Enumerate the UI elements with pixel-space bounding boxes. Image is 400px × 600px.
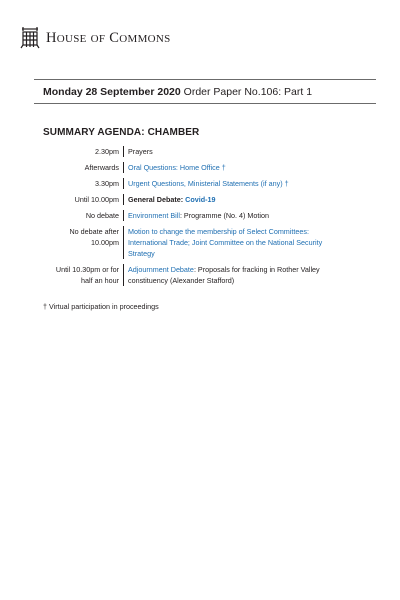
agenda-time: 2.30pm [95,147,119,156]
portcullis-icon [20,26,40,50]
agenda-time: Until 10.30pm or for half an hour [55,265,119,285]
agenda-row [43,162,343,173]
order-paper-line [43,86,312,98]
agenda-time: Afterwards [84,163,119,172]
agenda-time: No debate after 10.00pm [69,227,119,247]
agenda-row [43,194,343,205]
agenda-item-link[interactable]: Covid-19 [185,195,216,204]
agenda-row [43,210,343,221]
agenda-item-text: Prayers [128,147,153,156]
agenda-item [123,178,343,189]
house-of-commons-wordmark: HOUSE OF COMMONS [46,29,171,46]
agenda-time: Until 10.00pm [74,195,119,204]
agenda-item-link[interactable]: Environment Bill [128,211,180,220]
footnote: † Virtual participation in proceedings [43,302,159,311]
agenda-row [43,146,343,157]
agenda-item-link[interactable]: Oral Questions: Home Office † [128,163,226,172]
agenda-item [123,226,343,259]
agenda-time: 3.30pm [95,179,119,188]
agenda-row [43,264,343,286]
agenda-item-link[interactable]: Motion to change the membership of Select Committees: International Trade; Joint Committee on the National Security Strategy [128,227,323,258]
agenda-item [123,264,343,286]
agenda-item [123,194,343,205]
section-title: SUMMARY AGENDA: CHAMBER [43,127,200,138]
agenda-row [43,226,343,259]
agenda-table [43,146,343,291]
paper-title: Order Paper No.106: Part 1 [183,86,313,98]
paper-date: Monday 28 September 2020 [43,86,181,98]
agenda-item [123,162,343,173]
agenda-item-text: : Proposals for fracking in Rother Valley constituency (Alexander Stafford) [128,265,320,285]
agenda-item-link[interactable]: Adjournment Debate [128,265,194,274]
agenda-item-link[interactable]: Urgent Questions, Ministerial Statements (if any) † [128,179,289,188]
agenda-time: No debate [85,211,119,220]
page-header [20,26,171,50]
agenda-item [123,146,343,157]
agenda-row [43,178,343,189]
agenda-item-text: : Programme (No. 4) Motion [179,211,270,220]
bottom-rule [34,103,376,104]
top-rule [34,79,376,80]
agenda-item [123,210,343,221]
agenda-item-text: General Debate: [128,195,186,204]
